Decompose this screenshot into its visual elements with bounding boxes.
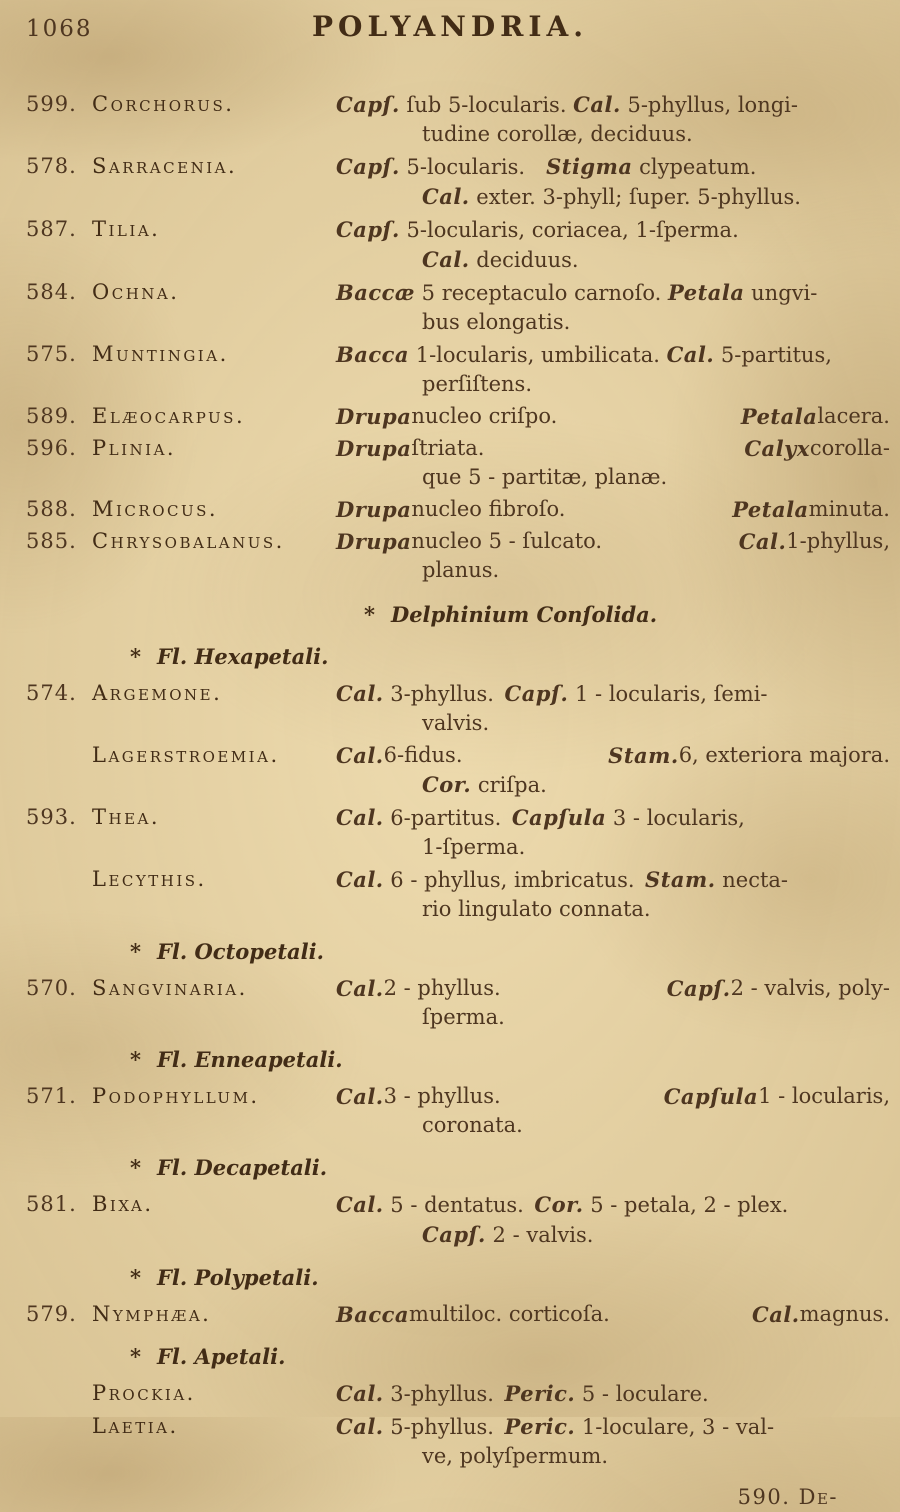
entry-row <box>26 679 894 738</box>
section-header <box>26 937 894 966</box>
section-header-text: Fl. Polypetali. <box>156 1265 319 1290</box>
description-line <box>336 770 890 800</box>
section-header <box>26 1342 894 1371</box>
entry-description <box>336 1300 894 1329</box>
entry-number: 575. <box>26 342 77 366</box>
text-run-italic: Cor. <box>422 772 472 797</box>
text-run-italic: Capſ. <box>336 217 400 242</box>
entry-number: 579. <box>26 1302 77 1326</box>
text-run: 5-phyllus. <box>383 1415 505 1439</box>
entry-description <box>336 215 894 275</box>
text-run-italic: Stam. <box>645 867 716 892</box>
text-run: que 5 - partitæ, planæ. <box>422 465 668 489</box>
text-run-italic: Drupa <box>336 436 412 461</box>
entry-row <box>26 495 894 524</box>
entry-description <box>336 1190 894 1250</box>
text-run: 5-locularis, coriacea, 1-ſperma. <box>399 218 739 242</box>
section-header-text: Fl. Apetali. <box>156 1344 286 1369</box>
text-run: ungvi- <box>744 281 818 305</box>
text-run-italic: Drupa <box>336 497 412 522</box>
entry-row <box>26 741 894 800</box>
text-run: ſperma. <box>422 1005 505 1029</box>
text-run-italic: Petala <box>667 280 745 305</box>
entry-row <box>26 803 894 862</box>
text-run: ſtriata. <box>411 436 485 460</box>
page-header <box>0 0 900 64</box>
column-gap <box>484 434 744 463</box>
description-line <box>336 556 890 585</box>
text-run-italic: Baccæ <box>336 280 415 305</box>
text-run: nucleo criſpo. <box>411 404 558 428</box>
entry-name: Chrysobalanus. <box>92 529 285 553</box>
entry-row <box>26 1082 894 1140</box>
text-run-italic: Bacca <box>336 342 410 367</box>
description-line <box>336 434 890 463</box>
text-run-italic: Cal. <box>336 1414 384 1439</box>
text-run-italic: Cal. <box>573 92 621 117</box>
description-line <box>336 1003 890 1032</box>
text-run-italic: Cal. <box>336 805 384 830</box>
text-run-italic: Cal. <box>666 342 715 367</box>
entry-description <box>336 278 894 337</box>
entry-number: 593. <box>26 805 77 829</box>
entry-number: 578. <box>26 154 77 178</box>
description-line <box>336 370 890 399</box>
entry-name: Sarracenia. <box>92 154 238 178</box>
text-run: bus elongatis. <box>422 310 571 334</box>
text-run-italic: Capſ. <box>422 1222 486 1247</box>
text-run: 5-phyllus, longi- <box>620 93 798 117</box>
text-run-italic: Cal. <box>422 184 470 209</box>
section-header-text: Fl. Enneapetali. <box>156 1047 343 1072</box>
asterisk-icon: * <box>364 602 375 627</box>
description-line <box>336 803 890 833</box>
entry-description <box>336 741 894 800</box>
text-run: 2 - valvis, poly- <box>730 976 890 1000</box>
text-run: deciduus. <box>469 248 579 272</box>
text-run: 3-phyllus. <box>383 1382 505 1406</box>
description-line <box>336 833 890 862</box>
description-line <box>336 1300 890 1329</box>
entry-number: 581. <box>26 1192 77 1216</box>
text-run: nucleo 5 - ſulcato. <box>411 529 603 553</box>
asterisk-icon: * <box>130 1047 141 1072</box>
text-run: tudine corollæ, deciduus. <box>422 122 693 146</box>
text-run: 6 - phyllus, imbricatus. <box>383 868 646 892</box>
text-run-italic: Capſula <box>663 1084 759 1109</box>
entry-list <box>0 64 900 1471</box>
text-run-italic: Stam. <box>608 743 679 768</box>
entry-name: Plinia. <box>92 436 177 460</box>
description-line <box>336 741 890 770</box>
text-run: 1 - locularis, <box>758 1084 890 1108</box>
description-line <box>336 1111 890 1140</box>
page-number: 1068 <box>26 16 93 42</box>
entry-description <box>336 402 894 431</box>
entry-number: 599. <box>26 92 77 116</box>
entry-number: 584. <box>26 280 77 304</box>
text-run: planus. <box>422 558 500 582</box>
entry-row <box>26 340 894 399</box>
text-run: minuta. <box>808 497 890 521</box>
text-run: 5 - petala, 2 - plex. <box>583 1193 789 1217</box>
entry-number: 585. <box>26 529 77 553</box>
text-run: exter. 3-phyll; ſuper. 5-phyllus. <box>469 185 801 209</box>
text-run-italic: Capſ. <box>336 154 400 179</box>
text-run-italic: Stigma <box>546 154 633 179</box>
entry-number: 574. <box>26 681 77 705</box>
text-run: 5 - dentatus. <box>383 1193 535 1217</box>
entry-description <box>336 1379 894 1409</box>
asterisk-icon: * <box>130 644 141 669</box>
entry-description <box>336 434 894 492</box>
entry-row <box>26 434 894 492</box>
entry-name: Thea. <box>92 805 161 829</box>
entry-row <box>26 215 894 275</box>
description-line <box>336 245 890 275</box>
text-run-italic: Cal. <box>336 1192 384 1217</box>
entry-name: Lagerstroemia. <box>92 743 280 767</box>
entry-name: Corchorus. <box>92 92 235 116</box>
text-run: magnus. <box>799 1302 890 1326</box>
description-line <box>336 120 890 149</box>
text-run: nucleo fibroſo. <box>411 497 566 521</box>
entry-description <box>336 679 894 738</box>
text-run: 6, exteriora majora. <box>678 743 890 767</box>
text-run-italic: Peric. <box>504 1414 576 1439</box>
column-gap <box>610 1300 752 1329</box>
entry-number: 571. <box>26 1084 77 1108</box>
asterisk-icon: * <box>130 1265 141 1290</box>
text-run-italic: Cal. <box>336 681 384 706</box>
entry-name: Lecythis. <box>92 867 207 891</box>
text-run: 6-partitus. <box>383 806 512 830</box>
text-run: ve, polyſpermum. <box>422 1444 609 1468</box>
text-run: 6-fidus. <box>383 743 463 767</box>
inline-note <box>26 600 894 629</box>
catchword: 590. De- <box>737 1485 838 1509</box>
description-line <box>336 1190 890 1220</box>
text-run-italic: Drupa <box>336 529 412 554</box>
entry-row <box>26 90 894 149</box>
description-line <box>336 1082 890 1111</box>
description-line <box>336 90 890 120</box>
column-gap <box>463 741 609 770</box>
section-header <box>26 642 894 671</box>
section-header <box>26 1153 894 1182</box>
entry-name: Prockia. <box>92 1381 196 1405</box>
entry-name: Sangvinaria. <box>92 976 248 1000</box>
description-line <box>336 308 890 337</box>
entry-number: 588. <box>26 497 77 521</box>
column-gap <box>565 495 732 524</box>
section-header <box>26 1045 894 1074</box>
text-run: perſiſtens. <box>422 372 533 396</box>
description-line <box>336 463 890 492</box>
inline-note-text: Delphinium Conſolida. <box>390 602 658 627</box>
text-run-italic: Drupa <box>336 404 412 429</box>
text-run-italic: Cal. <box>738 529 787 554</box>
asterisk-icon: * <box>130 1155 141 1180</box>
text-run-italic: Capſula <box>511 805 607 830</box>
entry-description <box>336 152 894 212</box>
column-gap <box>602 527 739 556</box>
entry-number: 589. <box>26 404 77 428</box>
entry-name: Microcus. <box>92 497 219 521</box>
text-run: 5-partitus, <box>714 343 832 367</box>
text-run-italic: Cal. <box>422 247 470 272</box>
text-run: necta- <box>715 868 789 892</box>
description-line <box>336 495 890 524</box>
text-run: clypeatum. <box>632 155 757 179</box>
text-run: 3 - phyllus. <box>383 1084 501 1108</box>
entry-name: Argemone. <box>92 681 223 705</box>
description-line <box>336 895 890 924</box>
entry-row <box>26 152 894 212</box>
text-run: rio lingulato connata. <box>422 897 651 921</box>
entry-number: 587. <box>26 217 77 241</box>
description-line <box>336 974 890 1003</box>
entry-name: Nymphæa. <box>92 1302 212 1326</box>
text-run-italic: Calyx <box>744 436 810 461</box>
entry-row <box>26 278 894 337</box>
entry-row <box>26 402 894 431</box>
entry-row <box>26 527 894 585</box>
entry-name: Muntingia. <box>92 342 229 366</box>
description-line <box>336 527 890 556</box>
section-header-text: Fl. Decapetali. <box>156 1155 328 1180</box>
entry-description <box>336 495 894 524</box>
asterisk-icon: * <box>130 1344 141 1369</box>
column-gap <box>501 1082 664 1111</box>
description-line <box>336 278 890 308</box>
entry-number: 570. <box>26 976 77 1000</box>
text-run: 3 - locularis, <box>606 806 745 830</box>
entry-row <box>26 1190 894 1250</box>
entry-row <box>26 974 894 1032</box>
text-run-italic: Peric. <box>504 1381 576 1406</box>
column-gap <box>501 974 667 1003</box>
description-line <box>336 340 890 370</box>
page-title: POLYANDRIA. <box>312 10 588 43</box>
text-run-italic: Cal. <box>752 1302 800 1327</box>
entry-description <box>336 1412 894 1471</box>
entry-name: Laetia. <box>92 1414 179 1438</box>
text-run: 2 - phyllus. <box>383 976 501 1000</box>
text-run: 1-ſperma. <box>422 835 526 859</box>
text-run-italic: Capſ. <box>666 976 731 1001</box>
description-line <box>336 1379 890 1409</box>
text-run: 1-loculare, 3 - val- <box>575 1415 775 1439</box>
text-run: 5 - loculare. <box>575 1382 709 1406</box>
text-run: valvis. <box>422 711 490 735</box>
entry-description <box>336 803 894 862</box>
text-run-italic: Cal. <box>336 743 384 768</box>
text-run: 3-phyllus. <box>383 682 505 706</box>
text-run-italic: Capſ. <box>336 92 400 117</box>
entry-description <box>336 865 894 924</box>
text-run: 1 - locularis, ſemi- <box>568 682 768 706</box>
entry-description <box>336 340 894 399</box>
text-run-italic: Cal. <box>336 867 384 892</box>
entry-row <box>26 1412 894 1471</box>
text-run: 1-phyllus, <box>786 529 890 553</box>
entry-description <box>336 90 894 149</box>
text-run: corolla- <box>809 436 890 460</box>
section-header-text: Fl. Octopetali. <box>156 939 324 964</box>
text-run: 2 - valvis. <box>485 1223 594 1247</box>
entry-name: Ochna. <box>92 280 180 304</box>
text-run-italic: Cor. <box>534 1192 584 1217</box>
entry-name: Elæocarpus. <box>92 404 246 428</box>
text-run: 1-locularis, umbilicata. <box>409 343 667 367</box>
description-line <box>336 865 890 895</box>
entry-description <box>336 527 894 585</box>
entry-description <box>336 974 894 1032</box>
text-run: 5-locularis. <box>399 155 547 179</box>
section-header-text: Fl. Hexapetali. <box>156 644 329 669</box>
entry-name: Tilia. <box>92 217 161 241</box>
entry-row <box>26 1300 894 1329</box>
entry-description <box>336 1082 894 1140</box>
asterisk-icon: * <box>130 939 141 964</box>
description-line <box>336 1442 890 1471</box>
text-run-italic: Petala <box>732 497 809 522</box>
entry-name: Podophyllum. <box>92 1084 260 1108</box>
text-run: multiloc. corticoſa. <box>409 1302 610 1326</box>
text-run: 5 receptaculo carnoſo. <box>415 281 668 305</box>
text-run-italic: Bacca <box>336 1302 410 1327</box>
text-run: criſpa. <box>471 773 547 797</box>
entry-row <box>26 1379 894 1409</box>
description-line <box>336 402 890 431</box>
entry-name: Bixa. <box>92 1192 154 1216</box>
text-run-italic: Petala <box>740 404 818 429</box>
text-run-italic: Cal. <box>336 976 384 1001</box>
description-line <box>336 215 890 245</box>
section-header <box>26 1263 894 1292</box>
description-line <box>336 709 890 738</box>
description-line <box>336 1220 890 1250</box>
entry-row <box>26 865 894 924</box>
column-gap <box>557 402 741 431</box>
text-run: coronata. <box>422 1113 523 1137</box>
text-run: ſub 5-locularis. <box>399 93 574 117</box>
text-run: lacera. <box>817 404 890 428</box>
description-line <box>336 152 890 182</box>
description-line <box>336 182 890 212</box>
description-line <box>336 679 890 709</box>
text-run-italic: Cal. <box>336 1381 384 1406</box>
text-run-italic: Capſ. <box>504 681 569 706</box>
entry-number: 596. <box>26 436 77 460</box>
text-run-italic: Cal. <box>336 1084 384 1109</box>
